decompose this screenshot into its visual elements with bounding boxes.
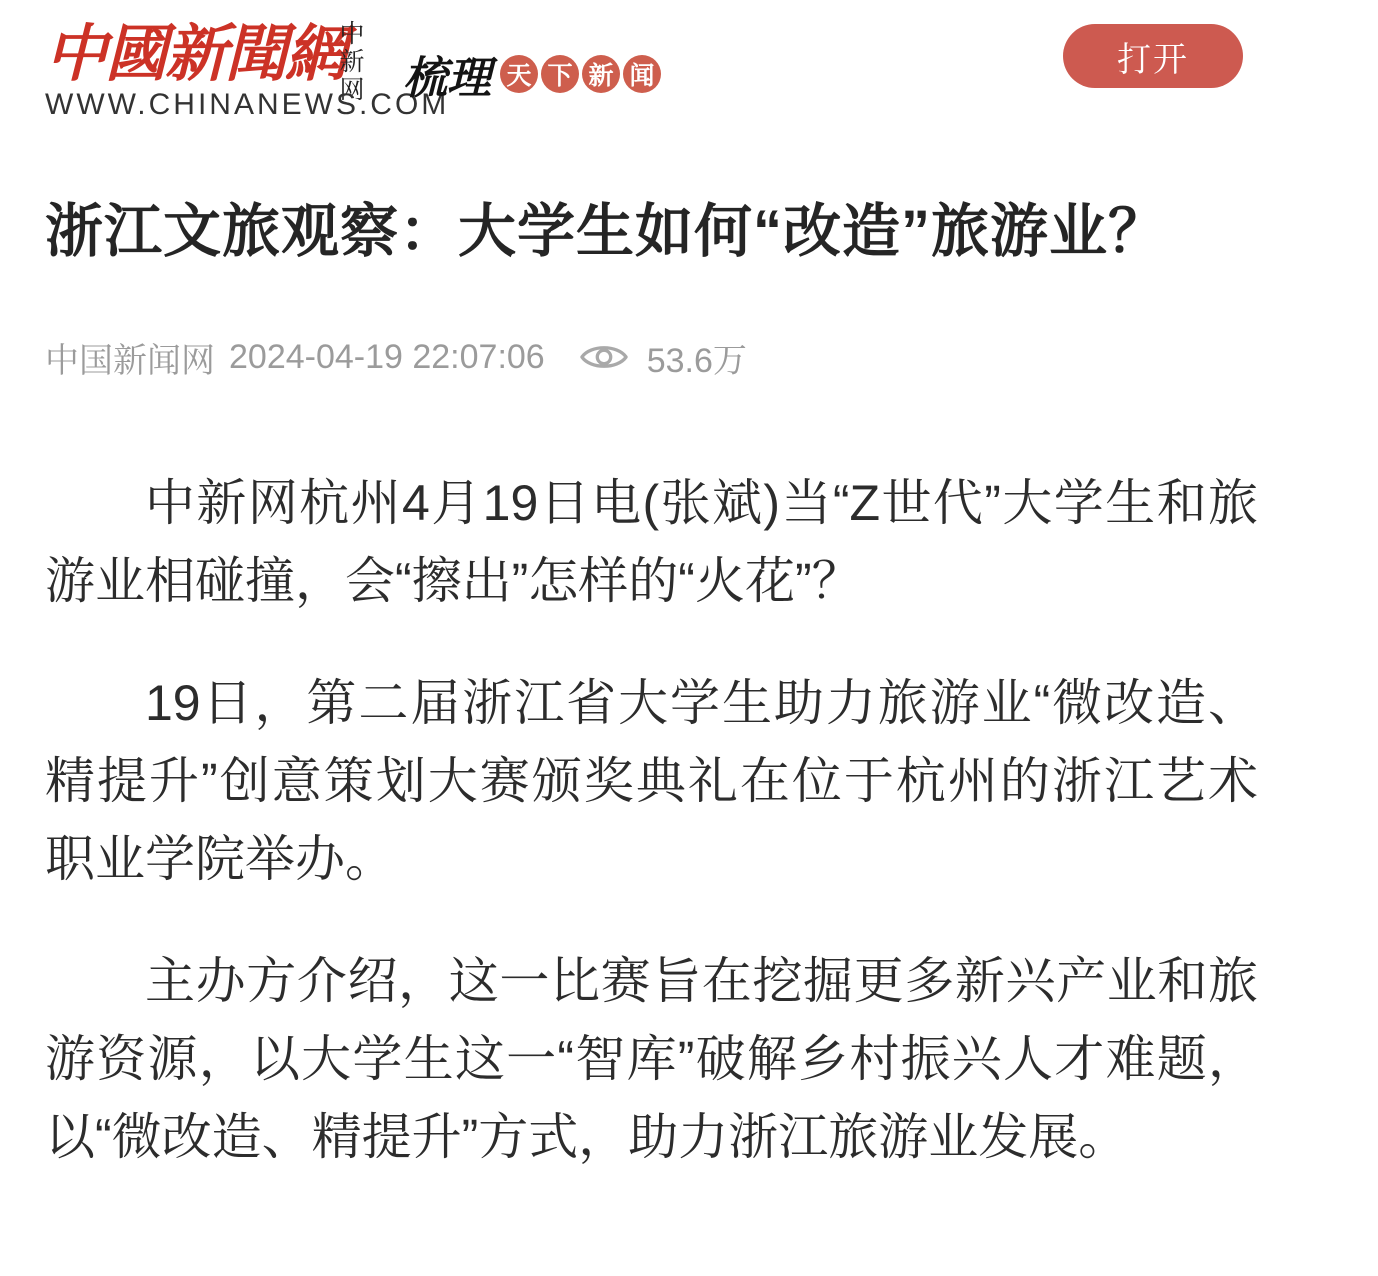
open-app-button[interactable]: 打开	[1063, 24, 1243, 88]
tagline-banner	[403, 42, 661, 106]
article-body	[0, 196, 1378, 1176]
article-meta-row	[45, 333, 1258, 382]
chinanews-url-text: WWW.CHINANEWS.COM	[45, 88, 450, 121]
tagline-circle-char-icon: 天	[500, 55, 538, 93]
tagline-prefix-text: 梳理	[403, 53, 491, 104]
chinanews-logo-side-text: 中新网	[336, 20, 364, 104]
tagline-circle-char-icon: 闻	[623, 55, 661, 93]
source-name: 中国新闻网	[45, 341, 215, 380]
tagline-circle-char-icon: 新	[582, 55, 620, 93]
article-title: 浙江文旅观察：大学生如何“改造”旅游业？	[45, 199, 1168, 264]
tagline-circle-char-icon: 下	[541, 55, 579, 93]
publish-datetime: 2024-04-19 22:07:06	[229, 337, 545, 376]
paragraph: 中新网杭州4月19日电(张斌)当“Z世代”大学生和旅游业相碰撞，会“擦出”怎样的“火花”？	[45, 474, 1258, 609]
paragraph: 19日，第二届浙江省大学生助力旅游业“微改造、精提升”创意策划大赛颁奖典礼在位于杭州的浙江艺术职业学院举办。	[45, 674, 1258, 887]
page-header	[0, 0, 1378, 140]
chinanews-logo[interactable]: 中國新聞網	[45, 17, 346, 90]
view-count: 53.6万	[646, 341, 747, 380]
eye-icon	[579, 339, 629, 375]
paragraph: 主办方介绍，这一比赛旨在挖掘更多新兴产业和旅游资源，以大学生这一“智库”破解乡村振兴人才难题，以“微改造、精提升”方式，助力浙江旅游业发展。	[45, 952, 1258, 1165]
